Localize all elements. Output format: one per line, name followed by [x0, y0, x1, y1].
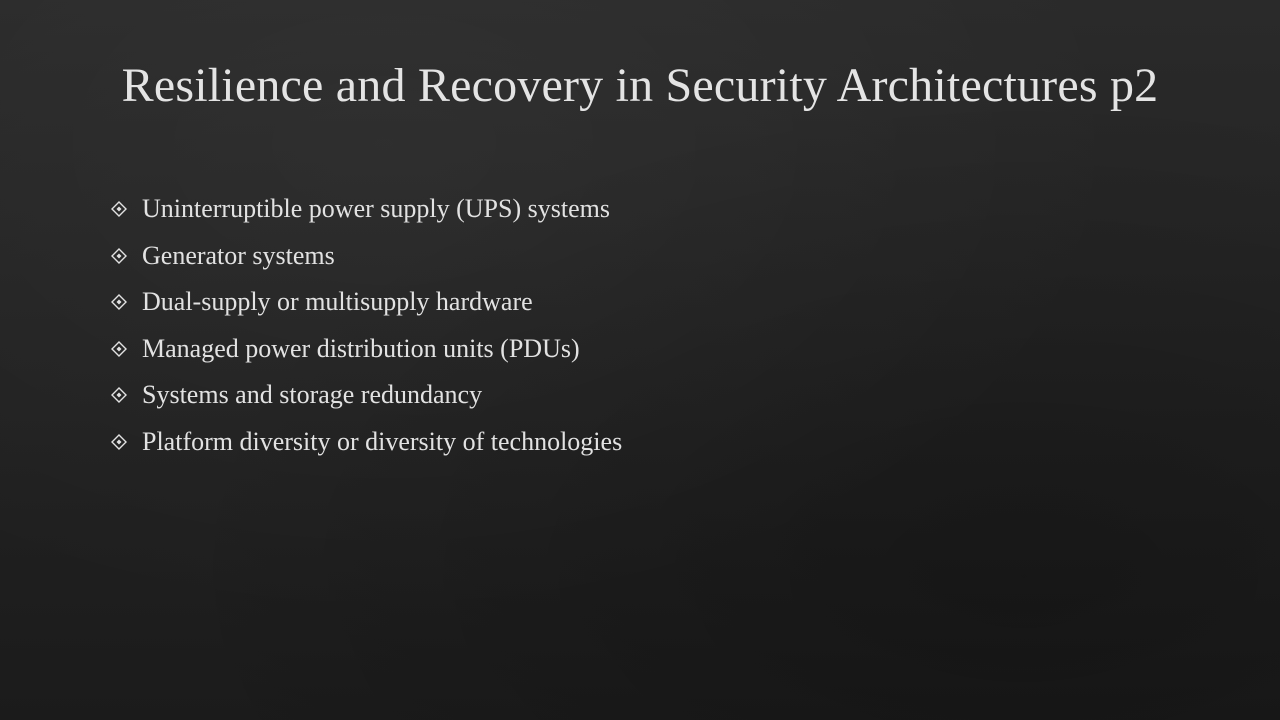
diamond-bullet-icon [108, 431, 130, 453]
bullet-text: Managed power distribution units (PDUs) [142, 333, 580, 363]
bullet-text: Generator systems [142, 240, 335, 270]
list-item [108, 419, 622, 466]
bullet-text: Platform diversity or diversity of technologies [142, 426, 623, 456]
diamond-bullet-icon [108, 245, 130, 267]
bullet-text: Uninterruptible power supply (UPS) systems [142, 194, 610, 224]
diamond-bullet-icon [108, 198, 130, 220]
list-item [108, 279, 622, 326]
diamond-bullet-icon [108, 338, 130, 360]
list-item [108, 186, 622, 233]
bullet-text: Dual-supply or multisupply hardware [142, 287, 533, 317]
diamond-bullet-icon [108, 291, 130, 313]
bullet-text: Systems and storage redundancy [142, 380, 483, 410]
bullet-list [108, 186, 622, 465]
slide-title: Resilience and Recovery in Security Architectures p2 [121, 59, 1159, 112]
list-item [108, 326, 622, 373]
diamond-bullet-icon [108, 384, 130, 406]
list-item [108, 233, 622, 280]
list-item [108, 372, 622, 419]
